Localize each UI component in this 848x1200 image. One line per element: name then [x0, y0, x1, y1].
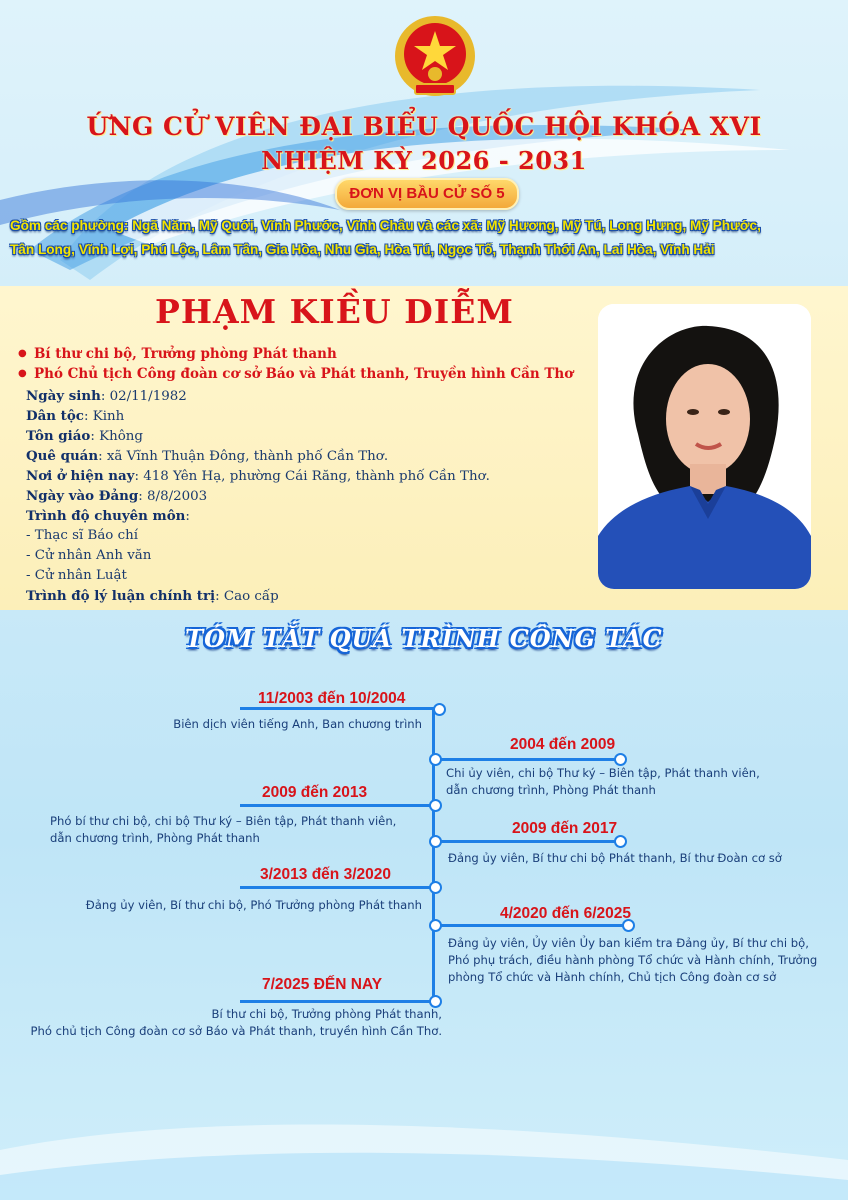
detail-label: Trình độ chuyên môn — [26, 508, 186, 524]
timeline-period: 3/2013 đến 3/2020 — [260, 866, 391, 883]
candidate-details — [26, 386, 490, 606]
detail-label: Ngày sinh — [26, 388, 101, 404]
timeline-description: Đảng ủy viên, Bí thư chi bộ Phát thanh, Bí thư Đoàn cơ sở — [448, 851, 782, 865]
timeline-description: Phó bí thư chi bộ, chi bộ Thư ký – Biên tập, Phát thanh viên, dẫn chương trình, Phòng Phát thanh — [50, 814, 397, 845]
timeline-period: 2009 đến 2017 — [512, 820, 618, 837]
timeline-connector — [432, 758, 618, 761]
timeline-description: Bí thư chi bộ, Trưởng phòng Phát thanh, Phó chủ tịch Công đoàn cơ sở Báo và Phát thanh, truyền hình Cần Thơ. — [30, 1007, 442, 1038]
timeline-period: 2004 đến 2009 — [510, 736, 616, 753]
timeline-period: 2009 đến 2013 — [262, 784, 368, 801]
detail-value: : 418 Yên Hạ, phường Cái Răng, thành phố Cần Thơ. — [134, 469, 490, 484]
detail-label: Dân tộc — [26, 408, 84, 424]
detail-row — [26, 486, 490, 506]
detail-row — [26, 566, 490, 586]
role-item: ● Phó Chủ tịch Công đoàn cơ sở Báo và Phát thanh, Truyền hình Cần Thơ — [18, 364, 573, 384]
timeline-dot — [429, 799, 442, 812]
detail-value: : 02/11/1982 — [100, 389, 187, 404]
timeline-connector — [432, 924, 626, 927]
detail-label: Trình độ lý luận chính trị — [26, 588, 216, 604]
detail-row — [26, 466, 490, 486]
timeline-dot — [429, 835, 442, 848]
constituency-areas — [10, 214, 840, 262]
detail-label: Ngày vào Đảng — [26, 488, 139, 504]
detail-row — [26, 386, 490, 406]
timeline-description: Chi ủy viên, chi bộ Thư ký – Biên tập, Phát thanh viên, dẫn chương trình, Phòng Phát thanh — [446, 766, 760, 797]
detail-label: Quê quán — [26, 448, 99, 464]
detail-value: : Kinh — [83, 409, 125, 424]
detail-label: Tôn giáo — [26, 428, 91, 444]
timeline-period: 4/2020 đến 6/2025 — [500, 905, 631, 922]
timeline-description: Biên dịch viên tiếng Anh, Ban chương trình — [173, 717, 422, 731]
timeline-dot — [429, 919, 442, 932]
detail-row — [26, 426, 490, 446]
timeline-dot — [429, 753, 442, 766]
detail-value: : Không — [90, 429, 143, 444]
detail-row — [26, 506, 490, 526]
career-section-title: TÓM TẮT QUÁ TRÌNH CÔNG TÁC — [185, 624, 663, 653]
timeline-period: 11/2003 đến 10/2004 — [258, 690, 406, 707]
timeline-connector — [240, 1000, 435, 1003]
timeline-connector — [240, 804, 435, 807]
detail-row — [26, 446, 490, 466]
detail-value: - Cử nhân Anh văn — [26, 548, 152, 563]
detail-value: - Thạc sĩ Báo chí — [26, 528, 139, 543]
detail-row — [26, 526, 490, 546]
title-line-2: NHIỆM KỲ 2026 - 2031 — [261, 146, 587, 175]
role-item: ● Bí thư chi bộ, Trưởng phòng Phát thanh — [18, 344, 573, 364]
timeline-connector — [432, 840, 618, 843]
detail-value: : Cao cấp — [215, 589, 279, 604]
candidate-portrait — [598, 304, 811, 589]
candidate-name: PHẠM KIỀU DIỄM — [155, 292, 514, 331]
timeline-dot — [433, 703, 446, 716]
areas-line-2: Tân Long, Vĩnh Lợi, Phú Lộc, Lâm Tân, Gia Hòa, Nhu Gia, Hòa Tú, Ngọc Tố, Thạnh Thới An, Lai Hòa, Vĩnh Hải — [10, 242, 715, 257]
timeline-dot — [429, 881, 442, 894]
detail-row — [26, 406, 490, 426]
timeline-period: 7/2025 ĐẾN NAY — [262, 976, 383, 993]
detail-row — [26, 546, 490, 566]
candidate-roles — [18, 344, 573, 384]
detail-value: : xã Vĩnh Thuận Đông, thành phố Cần Thơ. — [98, 449, 389, 464]
detail-value: : 8/8/2003 — [138, 489, 208, 504]
detail-value: : — [185, 509, 190, 524]
decorative-bottom-wave — [0, 1090, 848, 1200]
constituency-badge: ĐƠN VỊ BẦU CỬ SỐ 5 — [335, 178, 519, 210]
timeline-description: Đảng ủy viên, Ủy viên Ủy ban kiểm tra Đảng ủy, Bí thư chi bộ, Phó phụ trách, điều hành phòng Tổ chức và Hành chính, Trưởng phòng Tổ chức và Hành chính, Chủ tịch Công đoàn cơ sở — [448, 936, 818, 984]
areas-line-1: Gồm các phường: Ngã Năm, Mỹ Quới, Vĩnh Phước, Vĩnh Châu và các xã: Mỹ Hương, Mỹ Tú, Long Hưng, Mỹ Phước, — [10, 218, 761, 233]
detail-label: Nơi ở hiện nay — [26, 468, 135, 484]
detail-value: - Cử nhân Luật — [26, 568, 127, 583]
title-line-1: ỨNG CỬ VIÊN ĐẠI BIỂU QUỐC HỘI KHÓA XVI — [86, 112, 762, 141]
timeline-connector — [240, 886, 435, 889]
timeline-description: Đảng ủy viên, Bí thư chi bộ, Phó Trưởng phòng Phát thanh — [85, 898, 422, 912]
national-emblem-icon — [393, 14, 477, 100]
detail-row — [26, 586, 490, 606]
